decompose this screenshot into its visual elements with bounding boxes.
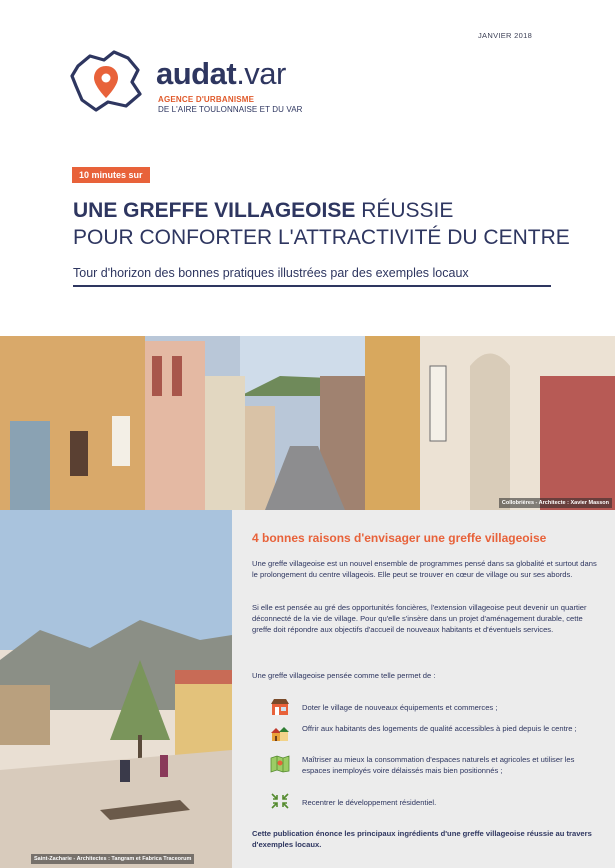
brand-name: audat.var [156, 56, 286, 91]
land-map-icon [270, 755, 290, 773]
cover-title-line1: UNE GREFFE VILLAGEOISE RÉUSSIE [73, 199, 454, 222]
reason-item-land-use: Maîtriser au mieux la consommation d'espaces naturels et agricoles et utiliser les espaces inemployés voire délaissés mais bien positionnés ; [302, 755, 575, 776]
houses-icon [270, 724, 290, 742]
reason-item-housing: Offrir aux habitants des logements de qualité accessibles à pied depuis le centre ; [302, 724, 577, 733]
village-square-illustration [0, 510, 232, 868]
reason-item-refocus: Recentrer le développement résidentiel. [302, 798, 437, 807]
context-paragraph: Si elle est pensée au gré des opportunités foncières, l'extension villageoise peut devenir un quartier déconnecté de la vie de village. Pour qu'elle s'insère dans un projet d'aménagement durable, cette greffe doit répondre aux objectifs d'accueil de nouveaux habitants et d'éventuels services. [252, 603, 587, 635]
street-illustration [0, 336, 615, 510]
inward-arrows-icon [270, 792, 290, 810]
cover-title-line2: POUR CONFORTER L'ATTRACTIVITÉ DU CENTRE [73, 226, 570, 249]
agency-area: DE L'AIRE TOULONNAISE ET DU VAR [158, 105, 303, 114]
list-intro: Une greffe villageoise pensée comme telle permet de : [252, 671, 436, 680]
left-photo-caption: Saint-Zacharie - Architectes : Tangram et Fabrica Traceorum [31, 854, 194, 864]
publication-date: JANVIER 2018 [478, 31, 533, 40]
reasons-heading: 4 bonnes raisons d'envisager une greffe villageoise [252, 531, 547, 545]
square-photo-saint-zacharie [0, 510, 232, 868]
street-photo-collobrieres [0, 336, 615, 510]
series-badge: 10 minutes sur [72, 167, 150, 183]
reason-item-facilities: Doter le village de nouveaux équipements et commerces ; [302, 703, 498, 712]
shop-icon [270, 698, 290, 716]
reasons-panel [232, 510, 615, 868]
title-divider [73, 285, 551, 287]
closing-statement: Cette publication énonce les principaux ingrédients d'une greffe villageoise réussie au travers d'exemples locaux. [252, 829, 592, 850]
var-map-pin-icon [68, 48, 148, 118]
agency-tagline: AGENCE D'URBANISME [158, 95, 255, 104]
cover-subtitle: Tour d'horizon des bonnes pratiques illustrées par des exemples locaux [73, 266, 469, 280]
top-photo-caption: Collobrières - Architecte : Xavier Masson [499, 498, 612, 508]
audat-logo [68, 48, 368, 118]
intro-paragraph: Une greffe villageoise est un nouvel ensemble de programmes pensé dans sa globalité et surtout dans le prolongement du centre villageois. Elle peut se trouver en cœur de village ou sur ses abords. [252, 559, 597, 580]
